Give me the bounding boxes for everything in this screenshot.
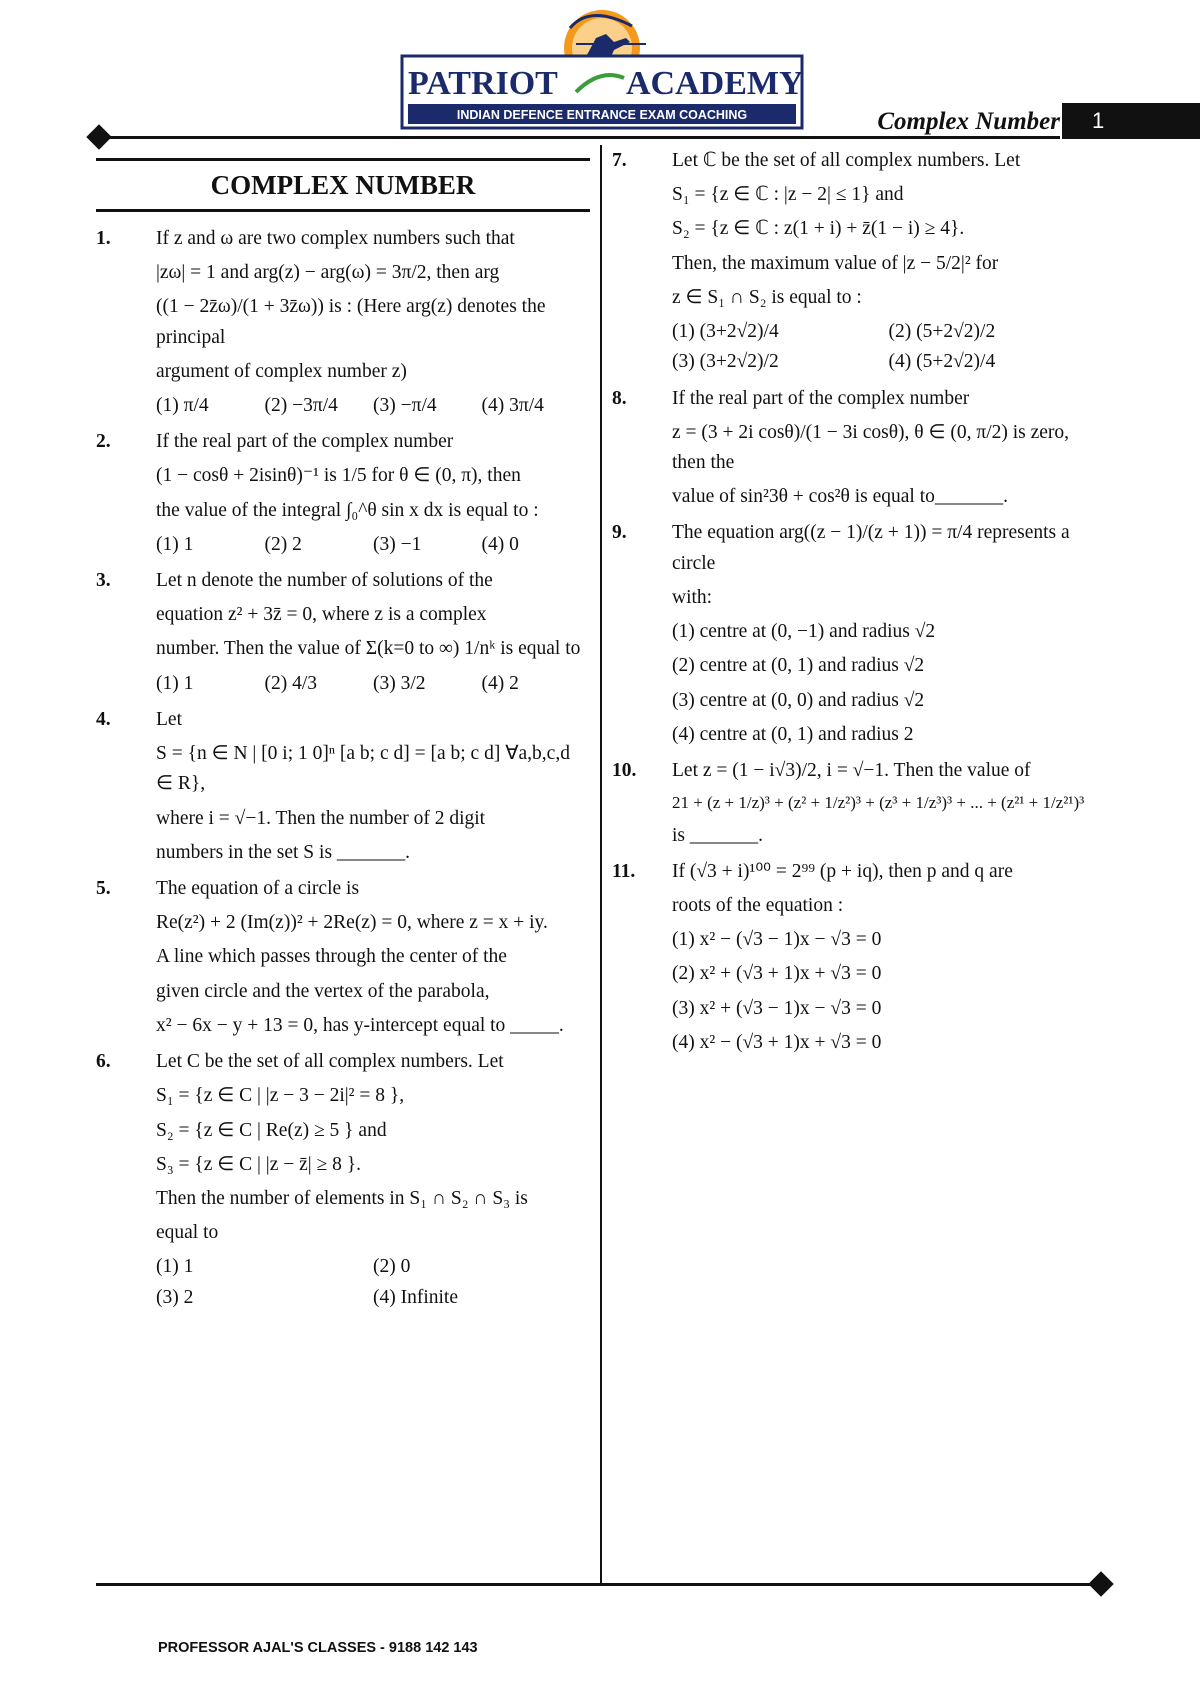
question-text: z = (3 + 2i cosθ)/(1 − 3i cosθ), θ ∈ (0, π/2) is zero, then the: [672, 421, 1070, 473]
option: (2) centre at (0, 1) and radius √2: [672, 655, 925, 677]
options: [156, 530, 590, 560]
question-text: 21 + (z + 1/z)³ + (z² + 1/z²)³ + (z³ + 1/z³)³ + ... + (z²¹ + 1/z²¹)³: [672, 793, 1085, 813]
logo-word-academy: ACADEMY: [626, 65, 804, 102]
left-column: [96, 158, 590, 1319]
options: [672, 925, 1105, 1058]
question-2: [96, 427, 590, 560]
header-rule: [100, 136, 1060, 139]
question-text: The equation of a circle is: [156, 878, 360, 899]
question-number: 11.: [612, 860, 636, 882]
question-text: Let ℂ be the set of all complex numbers. Let: [672, 150, 1021, 171]
option: (3) x² + (√3 − 1)x − √3 = 0: [672, 997, 882, 1019]
question-number: 3.: [96, 570, 111, 592]
question-text: argument of complex number z): [156, 360, 407, 382]
question-text: numbers in the set S is _______.: [156, 841, 411, 863]
question-text: the value of the integral ∫₀^θ sin x dx is equal to :: [156, 499, 539, 521]
options: [156, 391, 590, 421]
option: (1) (3+2√2)/4: [672, 321, 779, 343]
question-5: [96, 874, 590, 1041]
option: (1) 1: [156, 672, 194, 694]
question-number: 7.: [612, 150, 627, 171]
options: [156, 1252, 590, 1312]
option: (1) centre at (0, −1) and radius √2: [672, 621, 936, 643]
question-number: 9.: [612, 522, 627, 544]
question-number: 10.: [612, 759, 637, 781]
question-text: If the real part of the complex number: [156, 431, 454, 453]
chapter-label: Complex Number: [877, 108, 1060, 135]
option: (2) 4/3: [264, 672, 318, 694]
question-8: [612, 384, 1105, 513]
option: (3) 3/2: [373, 672, 426, 694]
question-7: [612, 146, 1105, 378]
question-text: (1 − cosθ + 2isinθ)⁻¹ is 1/5 for θ ∈ (0, π), then: [156, 465, 521, 487]
option: (3) (3+2√2)/2: [672, 351, 779, 373]
question-6: [96, 1047, 590, 1313]
option: (2) 0: [373, 1256, 411, 1278]
question-text: S₁ = {z ∈ ℂ : |z − 2| ≤ 1} and: [672, 184, 904, 206]
question-text: The equation arg((z − 1)/(z + 1)) = π/4 represents a circle: [672, 522, 1070, 574]
question-text: equation z² + 3z̄ = 0, where z is a complex: [156, 604, 487, 626]
option: (4) centre at (0, 1) and radius 2: [672, 723, 914, 745]
question-text: |zω| = 1 and arg(z) − arg(ω) = 3π/2, then arg: [156, 262, 500, 284]
option: (2) (5+2√2)/2: [888, 321, 996, 343]
option: (2) x² + (√3 + 1)x + √3 = 0: [672, 963, 882, 985]
option: (4) 3π/4: [481, 394, 544, 416]
question-text: S₂ = {z ∈ ℂ : z(1 + i) + z̄(1 − i) ≥ 4}.: [672, 218, 965, 240]
question-text: ((1 − 2z̄ω)/(1 + 3z̄ω)) is : (Here arg(z) denotes the principal: [156, 296, 546, 348]
question-text: S = {n ∈ N | [0 i; 1 0]ⁿ [a b; c d] = [a b; c d] ∀a,b,c,d ∈ R},: [156, 743, 570, 795]
question-11: [612, 857, 1105, 1058]
right-column: [612, 146, 1105, 1064]
question-text: Let z = (1 − i√3)/2, i = √−1. Then the value of: [672, 759, 1031, 781]
option: (2) −3π/4: [264, 394, 338, 416]
option: (2) 2: [264, 533, 302, 555]
option: (3) −π/4: [373, 394, 437, 416]
question-10: [612, 756, 1105, 851]
logo-word-patriot: PATRIOT: [408, 65, 558, 102]
patriot-academy-logo: [400, 8, 805, 136]
question-text: Let n denote the number of solutions of the: [156, 570, 493, 592]
question-text: Let: [156, 708, 182, 730]
question-text: is _______.: [672, 824, 764, 846]
question-text: given circle and the vertex of the parabola,: [156, 980, 490, 1002]
question-text: Let C be the set of all complex numbers. Let: [156, 1051, 504, 1073]
question-text: S₂ = {z ∈ C | Re(z) ≥ 5 } and: [156, 1119, 387, 1141]
option: (1) 1: [156, 533, 194, 555]
question-4: [96, 705, 590, 868]
question-number: 4.: [96, 708, 111, 730]
question-3: [96, 566, 590, 699]
question-text: If the real part of the complex number: [672, 387, 970, 409]
option: (4) Infinite: [373, 1286, 459, 1308]
column-divider: [600, 145, 602, 1583]
question-1: [96, 224, 590, 421]
options: [672, 617, 1105, 750]
option: (4) 2: [481, 672, 519, 694]
question-text: Then the number of elements in S₁ ∩ S₂ ∩ S₃ is: [156, 1187, 528, 1209]
footer-diamond-right: [1088, 1571, 1113, 1596]
option: (3) centre at (0, 0) and radius √2: [672, 689, 925, 711]
question-text: Then, the maximum value of |z − 5/2|² for: [672, 252, 999, 274]
question-text: If z and ω are two complex numbers such that: [156, 227, 515, 249]
question-text: If (√3 + i)¹⁰⁰ = 2⁹⁹ (p + iq), then p and q are: [672, 860, 1013, 882]
options: [156, 669, 590, 699]
option: (3) 2: [156, 1286, 194, 1308]
document-title: COMPLEX NUMBER: [96, 158, 590, 212]
question-text: S₃ = {z ∈ C | |z − z̄| ≥ 8 }.: [156, 1153, 361, 1175]
option: (1) x² − (√3 − 1)x − √3 = 0: [672, 929, 882, 951]
logo-tagline: INDIAN DEFENCE ENTRANCE EXAM COACHING: [456, 108, 748, 122]
question-text: Re(z²) + 2 (Im(z))² + 2Re(z) = 0, where z = x + iy.: [156, 912, 548, 934]
question-text: z ∈ S₁ ∩ S₂ is equal to :: [672, 286, 862, 308]
option: (1) 1: [156, 1256, 194, 1278]
option: (4) 0: [481, 533, 519, 555]
option: (1) π/4: [156, 394, 209, 416]
question-number: 5.: [96, 878, 111, 899]
question-text: number. Then the value of Σ(k=0 to ∞) 1/nᵏ is equal to: [156, 638, 581, 660]
question-text: where i = √−1. Then the number of 2 digit: [156, 807, 486, 829]
question-number: 2.: [96, 431, 111, 453]
option: (4) x² − (√3 + 1)x + √3 = 0: [672, 1031, 882, 1053]
question-text: equal to: [156, 1222, 219, 1244]
option: (3) −1: [373, 533, 422, 555]
question-text: value of sin²3θ + cos²θ is equal to_______.: [672, 486, 1008, 508]
question-number: 1.: [96, 227, 111, 249]
question-number: 8.: [612, 387, 627, 409]
page-number: 1: [1062, 103, 1200, 139]
question-text: x² − 6x − y + 13 = 0, has y-intercept equal to _____.: [156, 1014, 564, 1036]
question-text: S₁ = {z ∈ C | |z − 3 − 2i|² = 8 },: [156, 1085, 405, 1107]
options: [672, 317, 1105, 377]
option: (4) (5+2√2)/4: [888, 351, 996, 373]
footer-rule: [96, 1583, 1108, 1586]
question-text: with:: [672, 586, 713, 608]
question-9: [612, 518, 1105, 750]
question-text: roots of the equation :: [672, 894, 844, 916]
question-number: 6.: [96, 1051, 111, 1073]
footer-text: PROFESSOR AJAL'S CLASSES - 9188 142 143: [158, 1640, 478, 1656]
question-text: A line which passes through the center of the: [156, 946, 507, 968]
